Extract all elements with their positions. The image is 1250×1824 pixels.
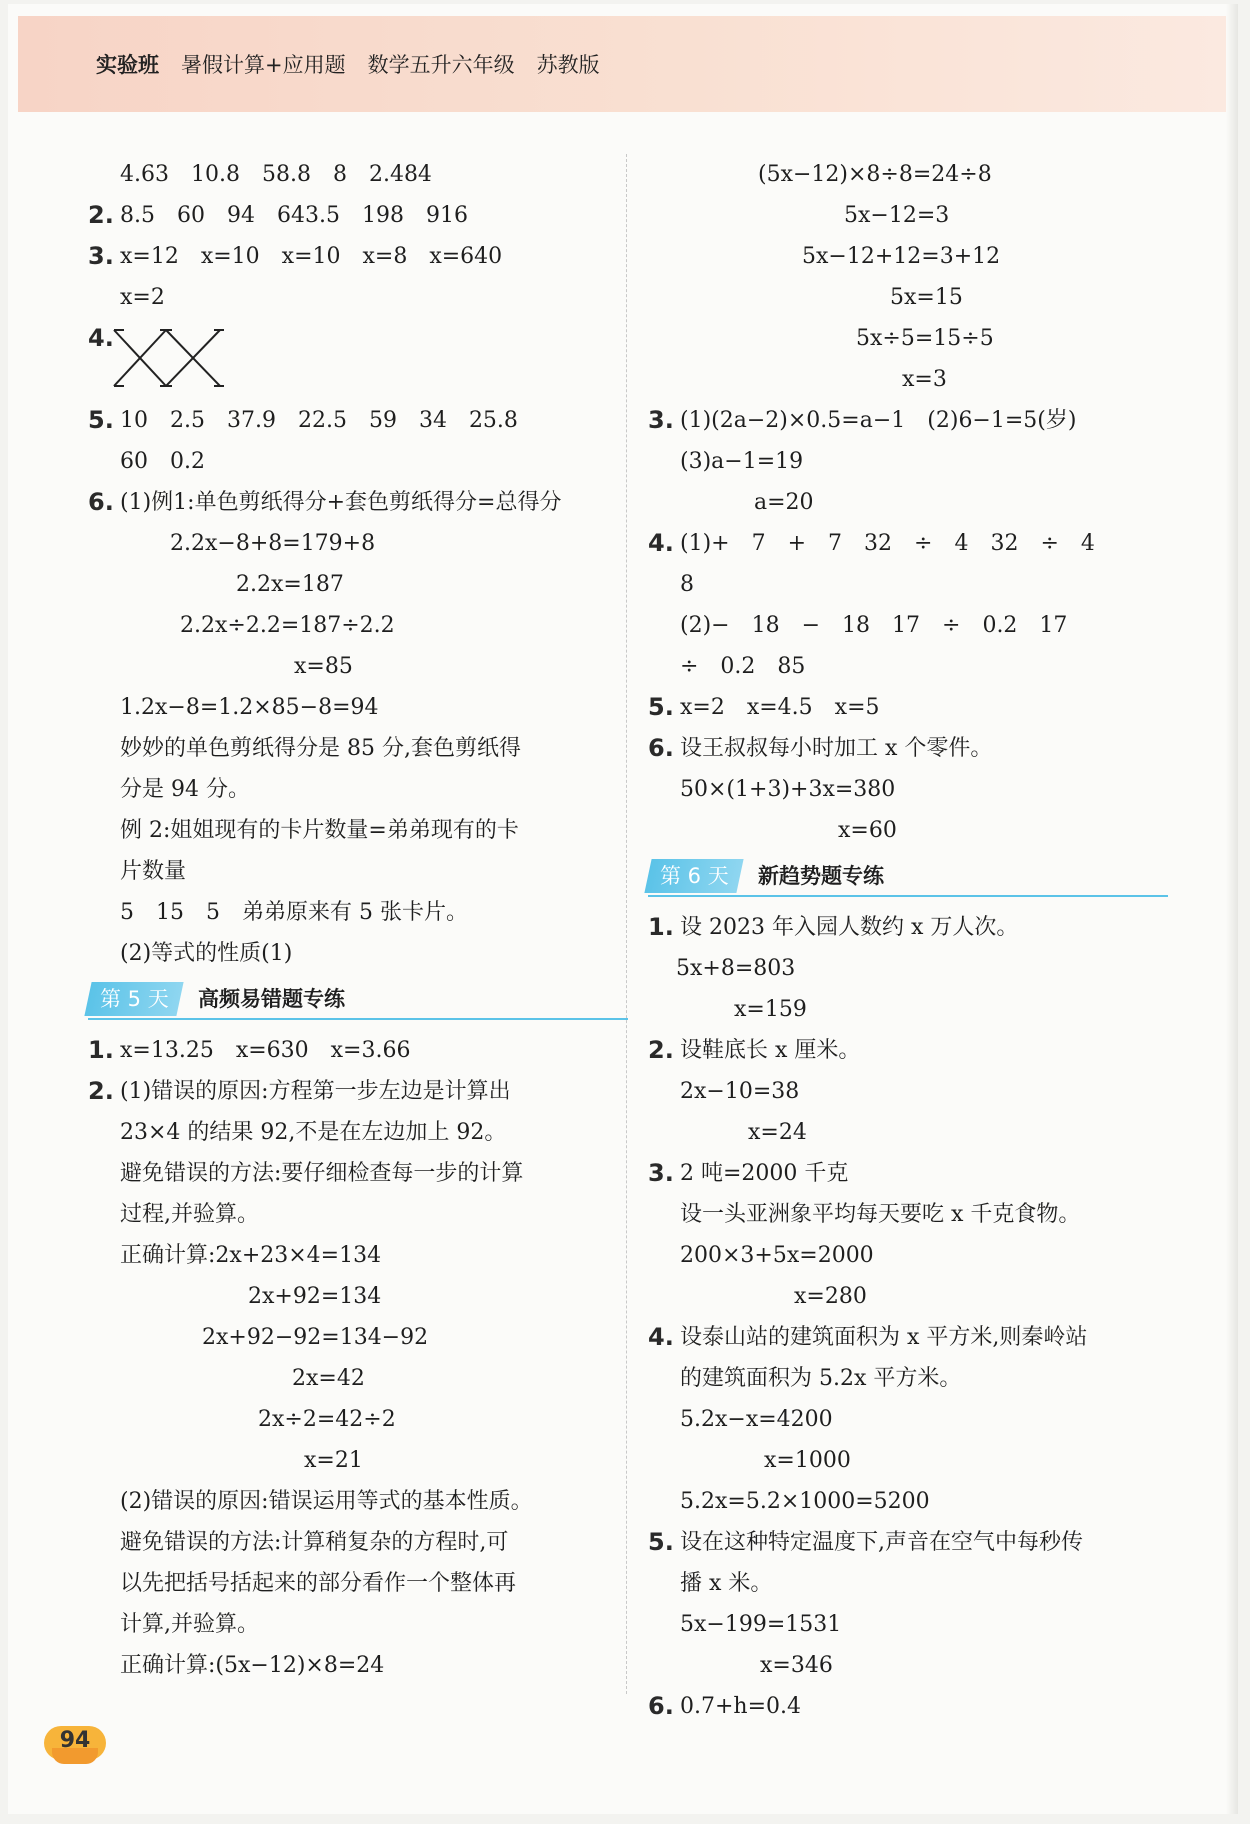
day-badge-label: 第 5 天 xyxy=(99,987,169,1011)
day-badge xyxy=(84,982,183,1016)
answer-line: 分是 94 分。 xyxy=(120,777,250,802)
answer-line: (2)错误的原因:错误运用等式的基本性质。 xyxy=(120,1489,533,1514)
page-header xyxy=(18,16,1228,112)
page-number-badge xyxy=(38,1726,110,1770)
edition-label: 苏教版 xyxy=(536,53,600,77)
answer-line: 妙妙的单色剪纸得分是 85 分,套色剪纸得 xyxy=(120,736,521,761)
answer-line: x=13.25 x=630 x=3.66 xyxy=(120,1038,411,1063)
section-rule xyxy=(88,1018,628,1020)
question-number: 5. xyxy=(648,1528,674,1556)
book-title: 暑假计算+应用题 xyxy=(181,53,346,77)
equation-line: x=21 xyxy=(304,1448,363,1473)
question-number: 1. xyxy=(648,913,674,941)
equation-line: 2x+92−92=134−92 xyxy=(202,1325,429,1350)
answer-line: 1.2x−8=1.2×85−8=94 xyxy=(120,695,379,720)
answer-line: 0.7+h=0.4 xyxy=(680,1694,802,1719)
answer-line: 避免错误的方法:计算稍复杂的方程时,可 xyxy=(120,1530,509,1555)
equation-line: x=1000 xyxy=(764,1448,851,1473)
equation-line: 2x−10=38 xyxy=(680,1079,800,1104)
answer-line: 的建筑面积为 5.2x 平方米。 xyxy=(680,1366,962,1391)
equation-line: 5.2x=5.2×1000=5200 xyxy=(680,1489,930,1514)
question-number: 6. xyxy=(88,488,114,516)
answer-line: x=12 x=10 x=10 x=8 x=640 xyxy=(120,244,503,269)
equation-line: x=346 xyxy=(760,1653,833,1678)
equation-line: (5x−12)×8÷8=24÷8 xyxy=(758,162,992,187)
equation-line: 5x−12=3 xyxy=(844,203,950,228)
answer-line: 设王叔叔每小时加工 x 个零件。 xyxy=(680,736,993,761)
question-number: 2. xyxy=(88,201,114,229)
equation-line: 50×(1+3)+3x=380 xyxy=(680,777,896,802)
section-title: 高频易错题专练 xyxy=(198,987,345,1011)
answer-line: 23×4 的结果 92,不是在左边加上 92。 xyxy=(120,1120,507,1145)
left-column xyxy=(88,154,628,1686)
equation-line: 200×3+5x=2000 xyxy=(680,1243,874,1268)
answer-line: 正确计算:2x+23×4=134 xyxy=(120,1243,382,1268)
section-day6 xyxy=(648,855,1168,901)
equation-line: 5.2x−x=4200 xyxy=(680,1407,833,1432)
answer-line: x=2 xyxy=(120,285,165,310)
day-badge-label: 第 6 天 xyxy=(659,864,729,888)
answer-line: 正确计算:(5x−12)×8=24 xyxy=(120,1653,385,1678)
answer-line: 设 2023 年入园人数约 x 万人次。 xyxy=(680,915,1019,940)
equation-line: 2x÷2=42÷2 xyxy=(258,1407,396,1432)
answer-line: (1)例1:单色剪纸得分+套色剪纸得分=总得分 xyxy=(120,490,562,515)
section-rule xyxy=(648,895,1168,897)
page-edge-shadow xyxy=(1226,4,1238,1814)
question-number: 1. xyxy=(88,1036,114,1064)
equation-line: x=3 xyxy=(902,367,947,392)
brand-name: 实验班 xyxy=(96,53,159,77)
answer-line: 片数量 xyxy=(120,859,187,884)
answer-line: 例 2:姐姐现有的卡片数量=弟弟现有的卡 xyxy=(120,818,519,843)
answer-line: (3)a−1=19 xyxy=(680,449,804,474)
equation-line: 5x=15 xyxy=(890,285,963,310)
question-number: 4. xyxy=(648,529,674,557)
page-number: 94 xyxy=(59,1728,91,1753)
answer-line: 以先把括号括起来的部分看作一个整体再 xyxy=(120,1571,517,1596)
answer-line: 60 0.2 xyxy=(120,449,205,474)
equation-line: 5x−199=1531 xyxy=(680,1612,842,1637)
equation-line: x=60 xyxy=(838,818,897,843)
question-number: 3. xyxy=(88,242,114,270)
answer-line: 2 吨=2000 千克 xyxy=(680,1161,849,1186)
equation-line: 2.2x−8+8=179+8 xyxy=(170,531,376,556)
answer-line: 计算,并验算。 xyxy=(120,1612,259,1637)
answer-line: 播 x 米。 xyxy=(680,1571,773,1596)
question-number: 2. xyxy=(88,1077,114,1105)
equation-line: 2x+92=134 xyxy=(248,1284,382,1309)
equation-line: 2.2x÷2.2=187÷2.2 xyxy=(180,613,395,638)
day-badge xyxy=(644,859,743,893)
question-number: 2. xyxy=(648,1036,674,1064)
answer-line: 10 2.5 37.9 22.5 59 34 25.8 xyxy=(120,408,518,433)
equation-line: x=159 xyxy=(734,997,807,1022)
answer-line: 设一头亚洲象平均每天要吃 x 千克食物。 xyxy=(680,1202,1081,1227)
answer-line: 避免错误的方法:要仔细检查每一步的计算 xyxy=(120,1161,524,1186)
answer-line: 5 15 5 弟弟原来有 5 张卡片。 xyxy=(120,900,468,925)
answer-line: 过程,并验算。 xyxy=(120,1202,259,1227)
answer-line: ÷ 0.2 85 xyxy=(680,654,806,679)
equation-line: a=20 xyxy=(754,490,814,515)
question-number: 6. xyxy=(648,734,674,762)
answer-line: (2)等式的性质(1) xyxy=(120,941,293,966)
question-number: 6. xyxy=(648,1692,674,1720)
answer-page xyxy=(8,4,1238,1814)
question-number: 3. xyxy=(648,1159,674,1187)
answer-line: (1)+ 7 + 7 32 ÷ 4 32 ÷ 4 xyxy=(680,531,1095,556)
answer-line: 8 xyxy=(680,572,694,597)
answer-line: 设泰山站的建筑面积为 x 平方米,则秦岭站 xyxy=(680,1325,1088,1350)
section-title: 新趋势题专练 xyxy=(758,864,884,888)
question-number: 4. xyxy=(88,324,114,352)
question-number: 3. xyxy=(648,406,674,434)
answer-line: x=2 x=4.5 x=5 xyxy=(680,695,880,720)
equation-line: x=280 xyxy=(794,1284,867,1309)
section-day5 xyxy=(88,978,628,1024)
answer-line: 设在这种特定温度下,声音在空气中每秒传 xyxy=(680,1530,1083,1555)
question-number: 5. xyxy=(648,693,674,721)
grade-label: 数学五升六年级 xyxy=(367,53,515,77)
equation-line: 2x=42 xyxy=(292,1366,365,1391)
answer-line: 设鞋底长 x 厘米。 xyxy=(680,1038,861,1063)
equation-line: 5x÷5=15÷5 xyxy=(856,326,994,351)
matching-lines-figure xyxy=(110,322,230,394)
answer-line: 4.63 10.8 58.8 8 2.484 xyxy=(120,162,432,187)
equation-line: x=85 xyxy=(294,654,353,679)
answer-line: (2)− 18 − 18 17 ÷ 0.2 17 xyxy=(680,613,1068,638)
right-column xyxy=(648,154,1168,1727)
equation-line: 5x−12+12=3+12 xyxy=(802,244,1001,269)
equation-line: x=24 xyxy=(748,1120,807,1145)
question-number: 4. xyxy=(648,1323,674,1351)
equation-line: 5x+8=803 xyxy=(676,956,796,981)
answer-line: (1)错误的原因:方程第一步左边是计算出 xyxy=(120,1079,511,1104)
question-number: 5. xyxy=(88,406,114,434)
equation-line: 2.2x=187 xyxy=(236,572,344,597)
answer-line: (1)(2a−2)×0.5=a−1 (2)6−1=5(岁) xyxy=(680,408,1077,433)
answer-line: 8.5 60 94 643.5 198 916 xyxy=(120,203,468,228)
